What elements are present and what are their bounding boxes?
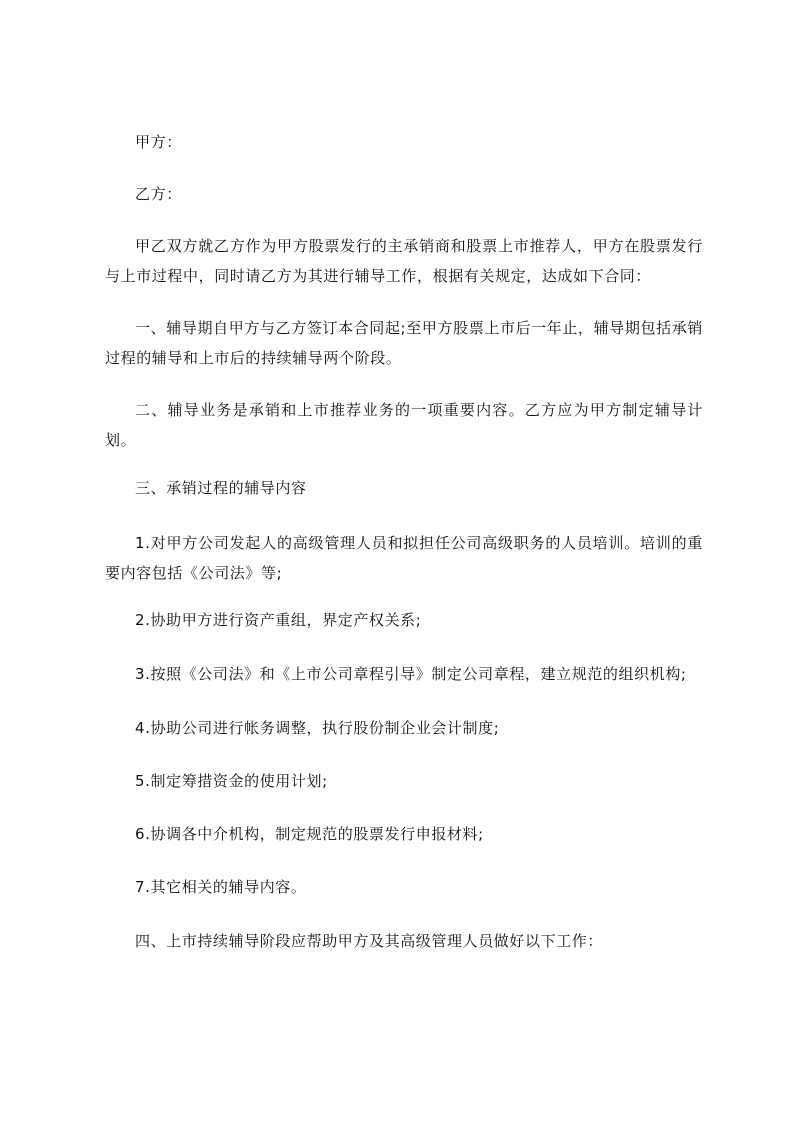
clause-2-paragraph: 二、辅导业务是承销和上市推荐业务的一项重要内容。乙方应为甲方制定辅导计划。 bbox=[105, 401, 703, 449]
list-item-7: 7.其它相关的辅导内容。 bbox=[135, 878, 307, 896]
list-item-3: 3.按照《公司法》和《上市公司章程引导》制定公司章程，建立规范的组织机构; bbox=[135, 665, 687, 683]
clause-3-heading: 三、承销过程的辅导内容 bbox=[135, 479, 307, 497]
party-a-label: 甲方： bbox=[135, 133, 182, 151]
clause-1-paragraph: 一、辅导期自甲方与乙方签订本合同起;至甲方股票上市后一年止，辅导期包括承销过程的辅导和上市后的持续辅导两个阶段。 bbox=[105, 319, 703, 367]
list-item-2: 2.协助甲方进行资产重组，界定产权关系; bbox=[135, 611, 422, 629]
list-item-4: 4.协助公司进行帐务调整，执行股份制企业会计制度; bbox=[135, 719, 500, 737]
list-item-5: 5.制定筹措资金的使用计划; bbox=[135, 772, 328, 790]
list-item-1: 1.对甲方公司发起人的高级管理人员和拟担任公司高级职务的人员培训。培训的重要内容包括《公司法》等; bbox=[105, 534, 703, 582]
clause-4-paragraph: 四、上市持续辅导阶段应帮助甲方及其高级管理人员做好以下工作： bbox=[135, 932, 604, 950]
party-b-label: 乙方： bbox=[135, 185, 182, 203]
intro-paragraph: 甲乙双方就乙方作为甲方股票发行的主承销商和股票上市推荐人，甲方在股票发行与上市过程中，同时请乙方为其进行辅导工作，根据有关规定，达成如下合同： bbox=[105, 237, 703, 285]
list-item-6: 6.协调各中介机构，制定规范的股票发行申报材料; bbox=[135, 825, 484, 843]
